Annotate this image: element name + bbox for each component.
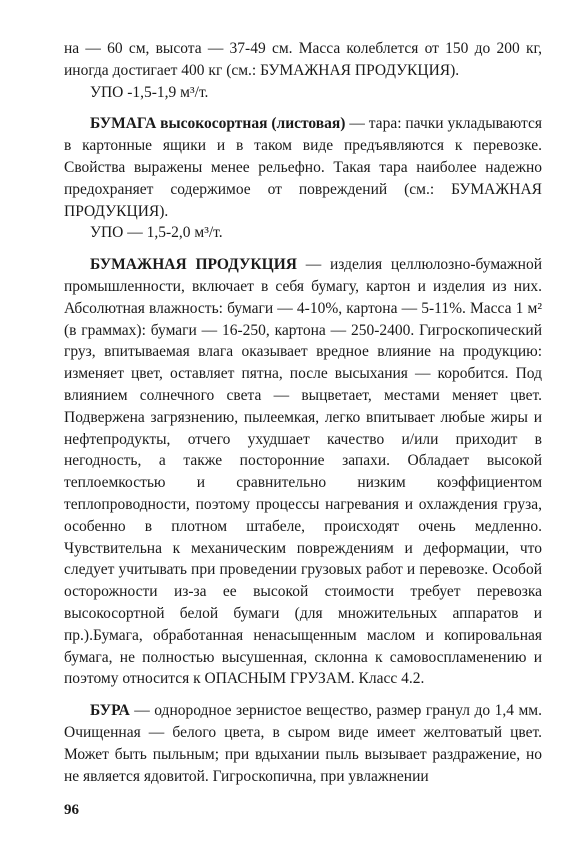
document-page (64, 38, 542, 787)
entry-bumaga-term: БУМАГА высокосортная (листовая) (90, 115, 346, 133)
entry-bumaga-upo: УПО — 1,5-2,0 м³/т. (90, 224, 223, 242)
page-number: 96 (64, 802, 79, 818)
entry-produkcia (64, 254, 542, 690)
entry-bura-term: БУРА (90, 702, 130, 720)
entry-bumaga-text: — тара: пачки укладываются в картонные ящики и в таком виде предъявляются к перевозке. Свойства выражены менее рельефно. Такая тара наиболее надежно предохраняет содержимое от повреждений (см.: БУМАЖНАЯ ПРОДУКЦИЯ). (64, 115, 542, 220)
entry-bura-text: — однородное зернистое вещество, размер гранул до 1,4 мм. Очищенная — белого цвета, в сыром виде имеет желтоватый цвет. Может быть пыльным; при вдыхании пыль вызывает раздражение, но не является ядовитой. Гигроскопична, при увлажнении (64, 702, 542, 785)
continued-upo-line: УПО -1,5-1,9 м³/т. (90, 83, 209, 101)
entry-bumaga (64, 113, 542, 222)
entry-produkcia-term: БУМАЖНАЯ ПРОДУКЦИЯ (90, 256, 297, 274)
continued-paragraph: на — 60 см, высота — 37-49 см. Масса колеблется от 150 до 200 кг, иногда достигает 400 кг (см.: БУМАЖНАЯ ПРОДУКЦИЯ). (64, 40, 542, 79)
entry-produkcia-text: — изделия целлюлозно-бумажной промышленности, включает в себя бумагу, картон и изделия из них. Абсолютная влажность: бумаги — 4-10%, картона — 5-11%. Масса 1 м² (в граммах): бумаги — 16-250, картона — 250-2400. Гигроскопический груз, впитываемая влага оказывает вредное влияние на продукцию: изменяет цвет, оставляет пятна, после высыхания — коробится. Под влиянием солнечного света — выцветает, местами меняет цвет. Подвержена загрязнению, пылеемкая, легко впитывает любые жиры и нефтепродукты, отчего ухудшает качество и/или приходит в негодность, а также посторонние запахи. Обладает высокой теплоемкостью и сравнительно низким коэффициентом теплопроводности, поэтому процессы нагревания и охлаждения груза, особенно в плотном штабеле, происходят очень медленно. Чувствительна к механическим повреждениям и деформации, что следует учитывать при проведении грузовых работ и перевозке. Особой осторожности из-за ее высокой стоимости требует перевозка высокосортной белой бумаги (для множительных аппаратов и пр.).Бумага, обработанная ненасыщенным маслом и копировальная бумага, не полностью высушенная, склонна к самовоспламенению и поэтому относится к ОПАСНЫМ ГРУЗАМ. Класс 4.2. (64, 256, 542, 688)
entry-bura (64, 700, 542, 787)
